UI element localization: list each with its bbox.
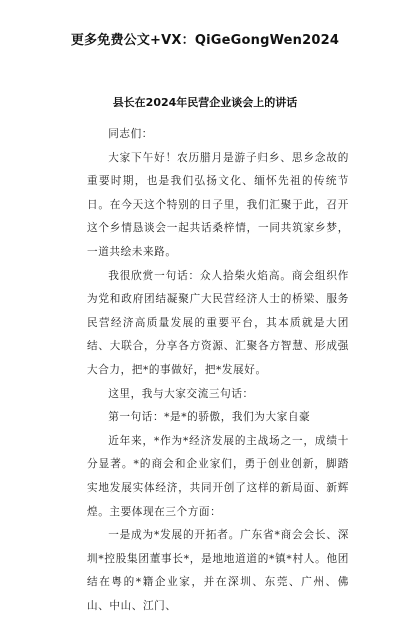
promo-banner: 更多免费公文+VX：QiGeGongWen2024	[70, 33, 340, 48]
salutation: 同志们：	[108, 128, 153, 140]
paragraph: 第一句话：*是*的骄傲，我们为大家自豪	[108, 411, 311, 424]
paragraph: 我很欣赏一句话：众人拾柴火焰高。商会组织作为党和政府团结凝聚广大民营经济人士的桥梁、服务民营经济高质量发展的重要平台，其本质就是大团结、大联合，分享各方资源、汇聚各方智慧、形成强大合力，把*的事做好，把*发展好。	[87, 269, 349, 376]
paragraph: 大家下午好！农历腊月是游子归乡、思乡念故的重要时期，也是我们弘扬文化、缅怀先祖的传统节日。在今天这个特别的日子里，我们汇聚于此，召开这个乡情恳谈会一起共话桑梓情，一同共筑家乡梦，一道共绘未来路。	[87, 151, 349, 258]
paragraph: 一是成为*发展的开拓者。广东省*商会会长、深圳*控股集团董事长*，是地地道道的*镇*村人。他团结在粤的*籍企业家，并在深圳、东莞、广州、佛山、中山、江门、	[87, 529, 349, 612]
document-title: 县长在2024年民营企业谈会上的讲话	[112, 96, 298, 109]
document-body	[87, 123, 349, 618]
paragraph: 这里，我与大家交流三句话：	[108, 387, 254, 400]
paragraph: 近年来，*作为*经济发展的主战场之一，成绩十分显著。*的商会和企业家们，勇于创业创新，脚踏实地发展实体经济，共同开创了这样的新局面、新辉煌。主要体现在三个方面：	[87, 434, 349, 518]
